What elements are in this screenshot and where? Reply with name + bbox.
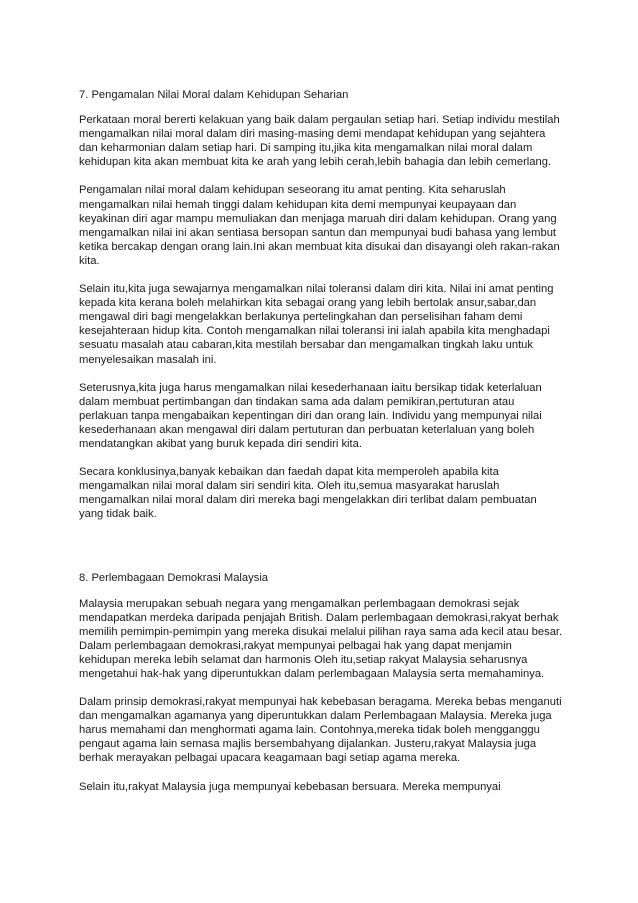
section-heading: 8. Perlembagaan Demokrasi Malaysia bbox=[79, 572, 269, 585]
paragraph: Seterusnya,kita juga harus mengamalkan nilai kesederhanaan iaitu bersikap tidak keterlaluan dalam membuat pertimbangan dan tindakan sama ada dalam pemikiran,pertuturan atau perlakuan tanpa mengabaikan kepentingan diri dan orang lain. Individu yang mempunyai nilai kesederhanaan akan mengawal diri dalam pertuturan dan perbuatan keterlaluan yang boleh mendatangkan akibat yang buruk kepada diri sendiri kita. bbox=[79, 381, 542, 450]
section-democracy-constitution bbox=[79, 571, 563, 793]
document-body bbox=[79, 88, 563, 808]
paragraph: Selain itu,rakyat Malaysia juga mempunyai kebebasan bersuara. Mereka mempunyai bbox=[79, 780, 501, 793]
paragraph: Secara konklusinya,banyak kebaikan dan faedah dapat kita memperoleh apabila kita mengamalkan nilai moral dalam siri sendiri kita. Oleh itu,semua masyarakat haruslah mengamalkan nilai moral dalam diri mereka bagi mengelakkan diri terlibat dalam pembuatan yang tidak baik. bbox=[79, 466, 537, 521]
paragraph: Selain itu,kita juga sewajarnya mengamalkan nilai toleransi dalam diri kita. Nilai ini amat penting kepada kita kerana boleh melahirkan kita sebagai orang yang lebih bertolak ansur,sabar,dan mengawal diri bagi mengelakkan berlakunya pertelingkahan dan perselisihan faham demi kesejahteraan hidup kita. Contoh mengamalkan nilai toleransi ini ialah apabila kita menghadapi sesuatu masalah atau cabaran,kita mestilah bersabar dan mengamalkan tingkah laku untuk menyelesaikan masalah ini. bbox=[79, 283, 554, 366]
section-moral-values bbox=[79, 88, 563, 521]
paragraph: Pengamalan nilai moral dalam kehidupan seseorang itu amat penting. Kita seharuslah mengamalkan nilai hemah tinggi dalam kehidupan kita demi mempunyai keupayaan dan keyakinan diri agar mampu memuliakan dan menjaga maruah diri dalam kehidupan. Orang yang mengamalkan nilai ini akan sentiasa bersopan santun dan mempunyai budi bahasa yang lembut ketika bercakap dengan orang lain.Ini akan membuat kita disukai dan disayangi oleh rakan-rakan kita. bbox=[79, 184, 560, 267]
paragraph: Dalam prinsip demokrasi,rakyat mempunyai hak kebebasan beragama. Mereka bebas menganuti dan mengamalkan agamanya yang diperuntukkan dalam Perlembagaan Malaysia. Mereka juga harus memahami dan menghormati agama lain. Contohnya,mereka tidak boleh mengganggu pengaut agama lain semasa majlis bersembahyang dijalankan. Justeru,rakyat Malaysia juga berhak merayakan pelbagai upacara keagamaan bagi setiap agama mereka. bbox=[79, 696, 562, 765]
paragraph: Perkataan moral bererti kelakuan yang baik dalam pergaulan setiap hari. Setiap individu mestilah mengamalkan nilai moral dalam diri masing-masing demi mendapat kehidupan yang sejahtera dan keharmonian dalam setiap hari. Di samping itu,jika kita mengamalkan nilai moral dalam kehidupan kita akan membuat kita ke arah yang lebih cerah,lebih bahagia dan lebih cemerlang. bbox=[79, 114, 560, 169]
paragraph: Malaysia merupakan sebuah negara yang mengamalkan perlembagaan demokrasi sejak mendapatkan merdeka daripada penjajah British. Dalam perlembagaan demokrasi,rakyat berhak memilih pemimpin-pemimpin yang mereka disukai melalui pilihan raya sama ada kecil atau besar. Dalam perlembagaan demokrasi,rakyat mempunyai pelbagai hak yang dapat menjamin kehidupan mereka lebih selamat dan harmonis Oleh itu,setiap rakyat Malaysia seharusnya mengetahui hak-hak yang diperuntukkan dalam perlembagaan Malaysia serta memahaminya. bbox=[79, 597, 563, 680]
section-spacer bbox=[79, 535, 563, 571]
section-heading: 7. Pengamalan Nilai Moral dalam Kehidupan Seharian bbox=[79, 89, 349, 101]
